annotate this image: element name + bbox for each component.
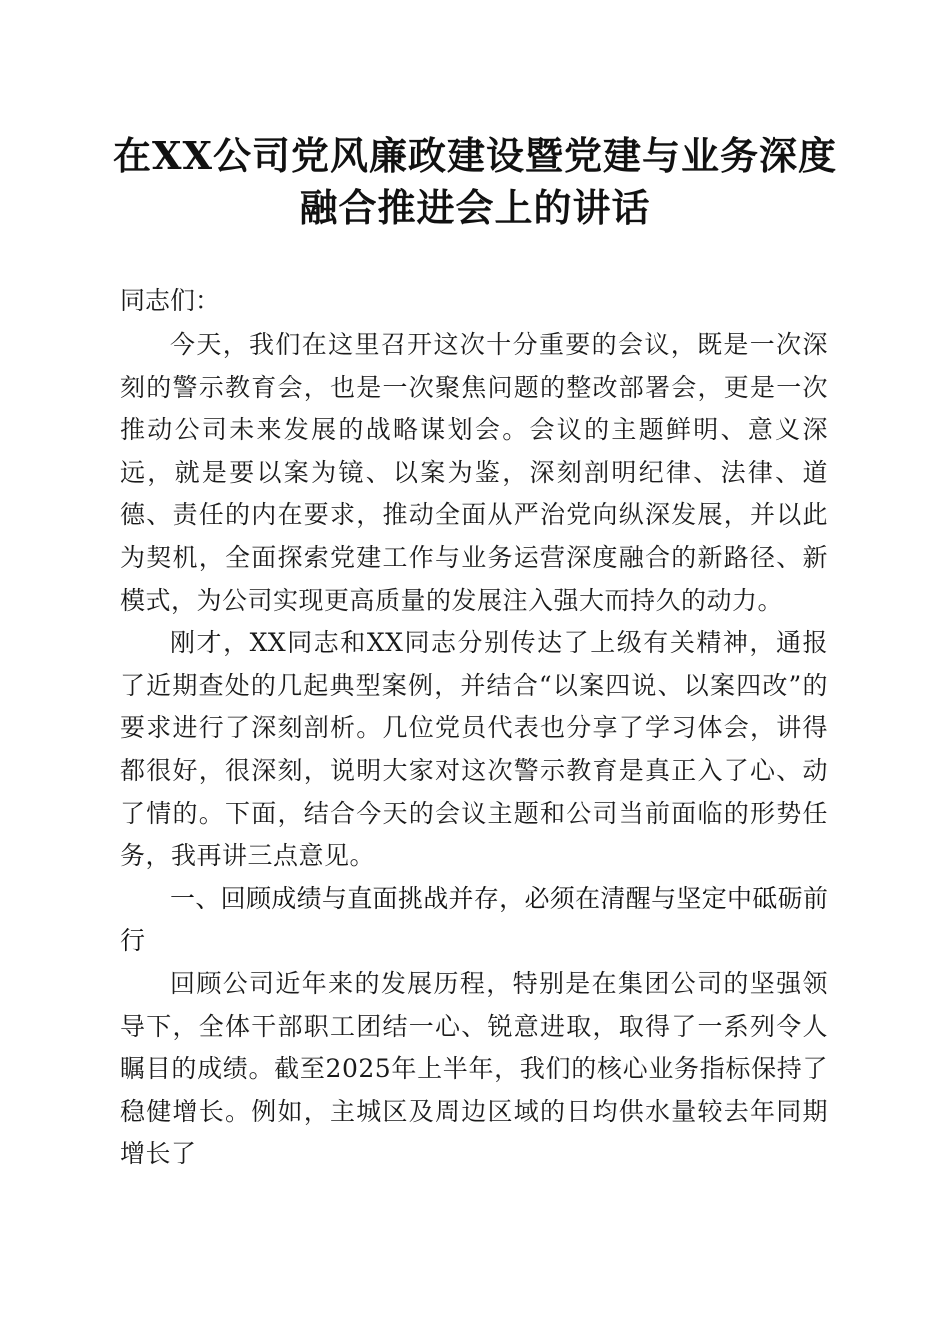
salutation: 同志们： (120, 286, 221, 315)
paragraph-briefing: 刚才，XX同志和XX同志分别传达了上级有关精神，通报了近期查处的几起典型案例，并结合“以案四说、以案四改”的要求进行了深刻剖析。几位党员代表也分享了学习体会，讲得都很好，很深刻，说明大家对这次警示教育是真正入了心、动了情的。下面，结合今天的会议主题和公司当前面临的形势任务，我再讲三点意见。 (120, 628, 828, 871)
paragraph-opening: 今天，我们在这里召开这次十分重要的会议，既是一次深刻的警示教育会，也是一次聚焦问题的整改部署会，更是一次推动公司未来发展的战略谋划会。会议的主题鲜明、意义深远，就是要以案为镜、以案为鉴，深刻剖明纪律、法律、道德、责任的内在要求，推动全面从严治党向纵深发展，并以此为契机，全面探索党建工作与业务运营深度融合的新路径、新模式，为公司实现更高质量的发展注入强大而持久的动力。 (120, 330, 828, 615)
document-title: 在XX公司党风廉政建设暨党建与业务深度融合推进会上的讲话 (113, 133, 837, 230)
document-body (120, 324, 828, 1176)
paragraph-review: 回顾公司近年来的发展历程，特别是在集团公司的坚强领导下，全体干部职工团结一心、锐意进取，取得了一系列令人瞩目的成绩。截至2025年上半年，我们的核心业务指标保持了稳健增长。例如，主城区及周边区域的日均供水量较去年同期增长了 (120, 968, 828, 1169)
section-heading-1: 一、回顾成绩与直面挑战并存，必须在清醒与坚定中砥砺前行 (120, 883, 828, 956)
